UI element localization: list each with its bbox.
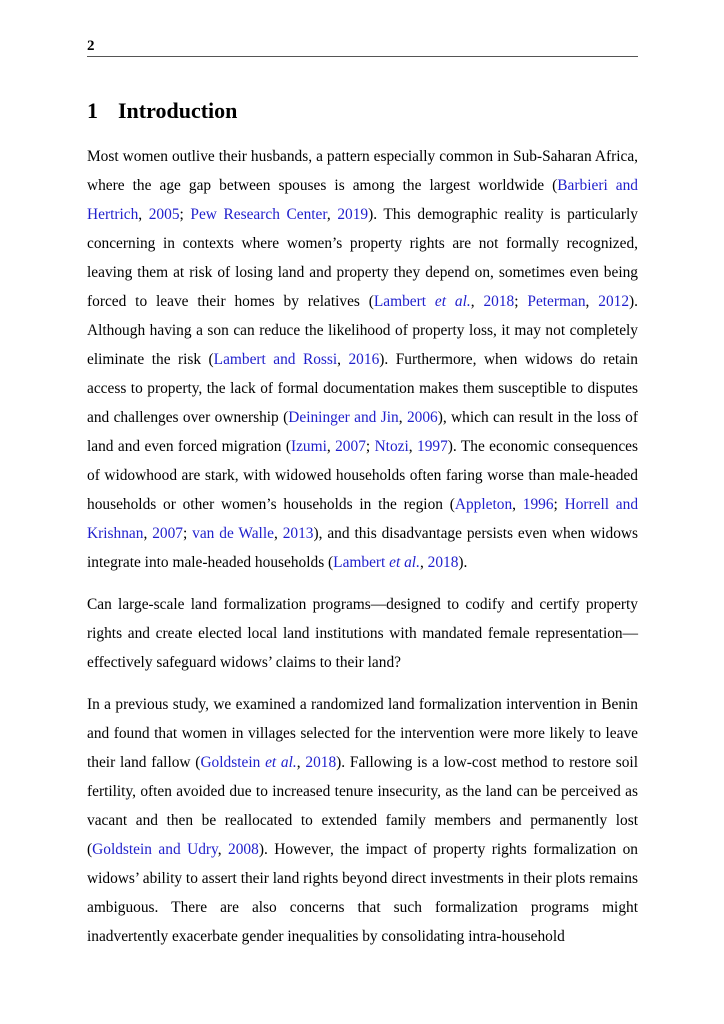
paragraph [87,142,638,577]
text-run: ), which can result in the loss of land and even forced migration ( [87,409,638,455]
text-run: , [326,438,336,455]
section-number: 1 [87,98,98,123]
text-run: ). This demographic reality is particularly concerning in contexts where women’s property rights are not formally recognized, leaving them at risk of losing land and property they depend on, sometimes even being forced to leave their homes by relatives ( [87,206,638,310]
text-run: Can large-scale land formalization programs—designed to codify and certify property rights and create elected local land institutions with mandated female representation—effectively safeguard widows’ claims to their land? [87,596,638,671]
text-run: ). However, the impact of property rights formalization on widows’ ability to assert their land rights beyond direct investments in their plots remains ambiguous. There are also concerns that such formalization programs might inadvertently exacerbate gender inequalities by consolidating intra-household [87,841,638,945]
section-title: Introduction [118,98,238,123]
text-run: , [398,409,407,426]
citation-link[interactable]: 2012 [598,293,630,310]
text-run: , [512,496,523,513]
text-run: Most women outlive their husbands, a pattern especially common in Sub-Saharan Africa, where the age gap between spouses is among the largest worldwide ( [87,148,638,194]
text-run: , [138,206,149,223]
citation-link[interactable]: Izumi [290,438,327,455]
citation-link[interactable]: 2005 [148,206,180,223]
text-run: ). Furthermore, when widows do retain access to property, the lack of formal documentation makes them susceptible to disputes and challenges over ownership ( [87,351,638,426]
citation-link[interactable]: Goldstein and Udry [92,841,218,858]
citation-link[interactable]: 2007 [335,438,366,455]
citation-link[interactable]: 1997 [417,438,448,455]
text-run: , [326,206,338,223]
citation-link[interactable]: Horrell and Krishnan [87,496,639,542]
citation-link[interactable]: Barbieri and Hertrich [87,177,638,223]
text-run: ). Although having a son can reduce the likelihood of property loss, it may not completely eliminate the risk ( [87,293,639,368]
citation-link[interactable]: 2018 [305,754,337,771]
text-run: , [470,293,484,310]
citation-link[interactable]: et al. [265,754,297,771]
paragraph [87,590,638,677]
text-run: , [419,554,428,571]
text-run: ), and this disadvantage persists even when widows integrate into male-headed households ( [87,525,638,571]
citation-link[interactable]: et al. [389,554,420,571]
page-number: 2 [87,38,95,54]
text-run: ). The economic consequences of widowhood are stark, with widowed households often faring worse than male-headed households or other women’s households in the region ( [87,438,638,513]
citation-link[interactable]: 1996 [522,496,554,513]
text-run: , [408,438,417,455]
citation-link[interactable]: Deininger and Jin [288,409,399,426]
citation-link[interactable]: Ntozi [374,438,409,455]
text-run: , [217,841,229,858]
citation-link[interactable]: et al. [434,293,471,310]
text-run: ; [553,496,565,513]
text-run: , [143,525,153,542]
citation-link[interactable]: 2013 [282,525,314,542]
text-run: ; [179,206,191,223]
citation-link[interactable]: 2018 [483,293,515,310]
body-text [87,142,638,964]
citation-link[interactable]: 2008 [228,841,259,858]
citation-link[interactable]: 2016 [348,351,380,368]
text-run: ; [514,293,528,310]
citation-link[interactable]: 2019 [337,206,369,223]
text-run: ; [182,525,193,542]
text-run: ). [458,554,468,571]
citation-link[interactable]: Goldstein [200,754,266,771]
citation-link[interactable]: 2007 [152,525,183,542]
text-run: , [296,754,306,771]
citation-link[interactable]: Lambert and Rossi [213,351,338,368]
text-run: , [273,525,283,542]
citation-link[interactable]: Peterman [527,293,586,310]
citation-link[interactable]: Lambert [373,293,435,310]
header-rule [87,56,638,57]
citation-link[interactable]: Lambert [333,554,390,571]
citation-link[interactable]: Appleton [454,496,513,513]
citation-link[interactable]: van de Walle [192,525,274,542]
citation-link[interactable]: 2006 [406,409,438,426]
paragraph [87,690,638,951]
text-run: , [585,293,599,310]
section-heading [87,97,237,125]
text-run: In a previous study, we examined a randomized land formalization intervention in Benin and found that women in villages selected for the intervention were more likely to leave their land fallow ( [87,696,638,771]
text-run: ; [365,438,375,455]
text-run: ). Fallowing is a low-cost method to restore soil fertility, often avoided due to increased tenure insecurity, as the land can be perceived as vacant and then be reallocated to extended family members and permanently lost ( [87,754,638,858]
text-run: , [337,351,349,368]
citation-link[interactable]: 2018 [427,554,459,571]
citation-link[interactable]: Pew Research Center [190,206,327,223]
